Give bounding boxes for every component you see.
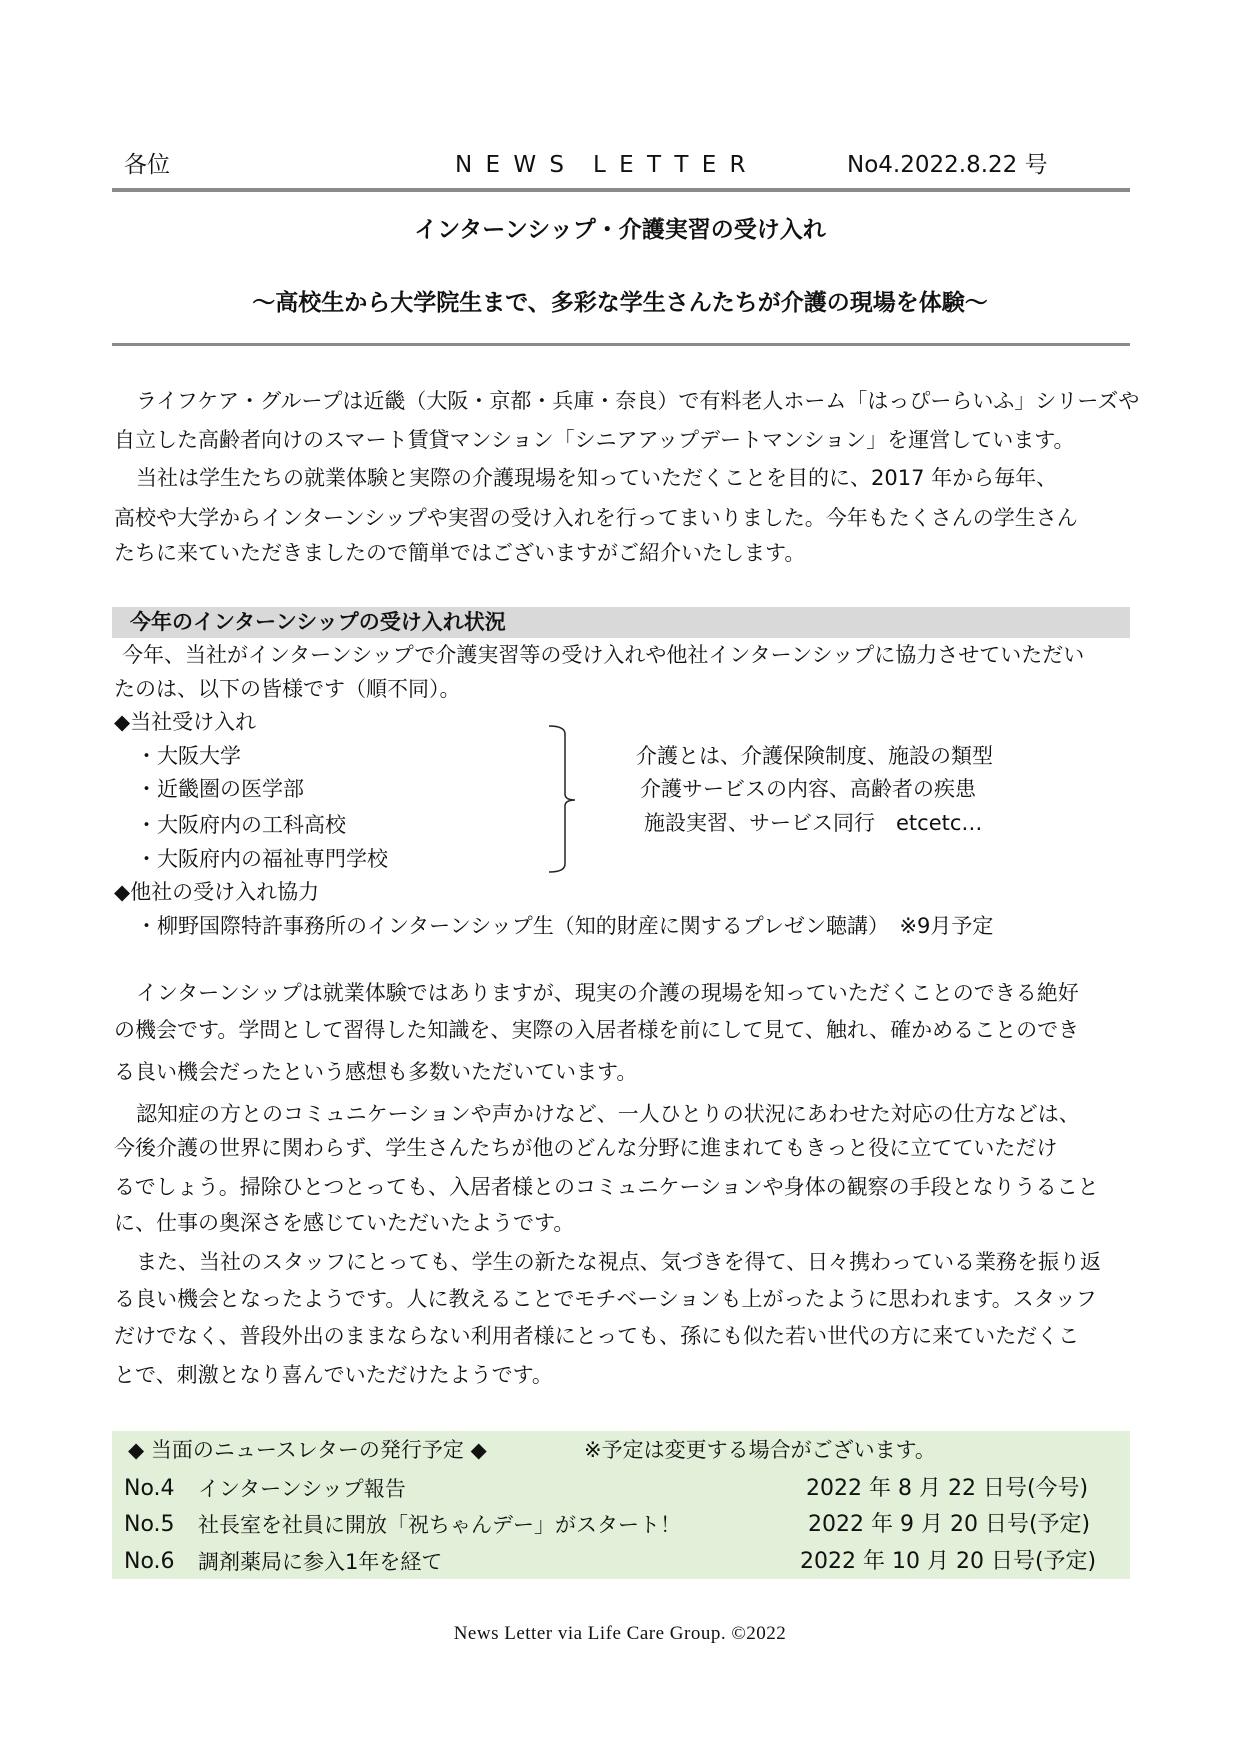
content-line: 介護とは、介護保険制度、施設の類型 [636, 744, 993, 768]
issue-no: No.6 [124, 1549, 175, 1574]
issue-topic: 社長室を社員に開放「祝ちゃんデー」がスタート！ [198, 1513, 681, 1537]
footer: News Letter via Life Care Group. ©2022 [453, 1623, 787, 1644]
text-line: とで、刺激となり喜んでいただけたようです。 [114, 1363, 553, 1387]
content-line: 介護サービスの内容、高齢者の疾患 [640, 777, 976, 801]
text-line: 今年、当社がインターンシップで介護実習等の受け入れや他社インターンシップに協力させていただい [122, 643, 1085, 667]
page-subtitle: ～高校生から大学院生まで、多彩な学生さんたちが介護の現場を体験～ [252, 290, 988, 316]
text-line: るでしょう。掃除ひとつとっても、入居者様とのコミュニケーションや身体の観察の手段となりうること [114, 1175, 1099, 1199]
text-line: 自立した高齢者向けのスマート賃貸マンション「シニアアップデートマンション」を運営しています。 [114, 428, 1075, 452]
issue-date: 2022 年 8 月 22 日号(今号) [806, 1476, 1089, 1501]
schedule-note: ※予定は変更する場合がございます。 [584, 1438, 936, 1462]
list-item: ・近畿圏の医学部 [136, 777, 304, 801]
text-line: インターンシップは就業体験ではありますが、現実の介護の現場を知っていただくことのできる絶好 [136, 981, 1079, 1005]
text-line: たちに来ていただきましたので簡単ではございますがご紹介いたします。 [114, 541, 806, 565]
title-rule [112, 343, 1130, 346]
page-title: インターンシップ・介護実習の受け入れ [414, 217, 826, 243]
text-line: 高校や大学からインターンシップや実習の受け入れを行ってまいりました。今年もたくさんの学生さん [114, 506, 1078, 530]
issue-topic: インターンシップ報告 [198, 1477, 406, 1501]
content-line: 施設実習、サービス同行 etcetc… [644, 811, 983, 835]
text-line: また、当社のスタッフにとっても、学生の新たな視点、気づきを得て、日々携わっている業務を振り返 [136, 1250, 1101, 1274]
text-line: 認知症の方とのコミュニケーションや声かけなど、一人ひとりの状況にあわせた対応の仕方などは、 [136, 1102, 1080, 1126]
text-line: る良い機会となったようです。人に教えることでモチベーションも上がったように思われます。スタッフ [114, 1287, 1097, 1311]
issue-no: No.5 [124, 1512, 175, 1537]
schedule-heading: ◆ 当面のニュースレターの発行予定 ◆ [128, 1438, 487, 1462]
issue-date: 2022 年 10 月 20 日号(予定) [800, 1549, 1097, 1574]
list-item: ・柳野国際特許事務所のインターンシップ生（知的財産に関するプレゼン聴講） ※9月予定 [136, 914, 994, 938]
text-line: に、仕事の奥深さを感じていただいたようです。 [114, 1211, 575, 1235]
issue-date: 2022 年 9 月 20 日号(予定) [808, 1512, 1091, 1537]
section-heading: 今年のインターンシップの受け入れ状況 [130, 610, 506, 634]
text-line: だけでなく、普段外出のままならない利用者様にとっても、孫にも似た若い世代の方に来ていただくこ [114, 1324, 1080, 1348]
issue-number: No4.2022.8.22 号 [847, 152, 1048, 178]
text-line: たのは、以下の皆様です（順不同）。 [114, 677, 461, 701]
own-heading: ◆当社受け入れ [114, 710, 257, 734]
list-item: ・大阪府内の工科高校 [136, 813, 346, 837]
list-item: ・大阪大学 [136, 744, 241, 768]
right-bracket-icon [545, 724, 585, 874]
other-heading: ◆他社の受け入れ協力 [114, 880, 320, 904]
text-line: の機会です。学問として習得した知識を、実際の入居者様を前にして見て、触れ、確かめることのでき [114, 1018, 1080, 1042]
text-line: る良い機会だったという感想も多数いただいています。 [114, 1060, 638, 1084]
text-line: ライフケア・グループは近畿（大阪・京都・兵庫・奈良）で有料老人ホーム「はっぴーらいふ」シリーズや [136, 389, 1140, 413]
text-line: 当社は学生たちの就業体験と実際の介護現場を知っていただくことを目的に、2017 年から毎年、 [136, 466, 1058, 490]
issue-no: No.4 [124, 1476, 175, 1501]
issue-topic: 調剤薬局に参入1年を経て [198, 1550, 443, 1574]
newsletter-title: N E W S L E T T E R [455, 152, 749, 178]
header-rule [112, 188, 1130, 192]
recipient: 各位 [124, 152, 170, 178]
list-item: ・大阪府内の福祉専門学校 [136, 847, 388, 871]
text-line: 今後介護の世界に関わらず、学生さんたちが他のどんな分野に進まれてもきっと役に立てていただけ [114, 1136, 1058, 1160]
